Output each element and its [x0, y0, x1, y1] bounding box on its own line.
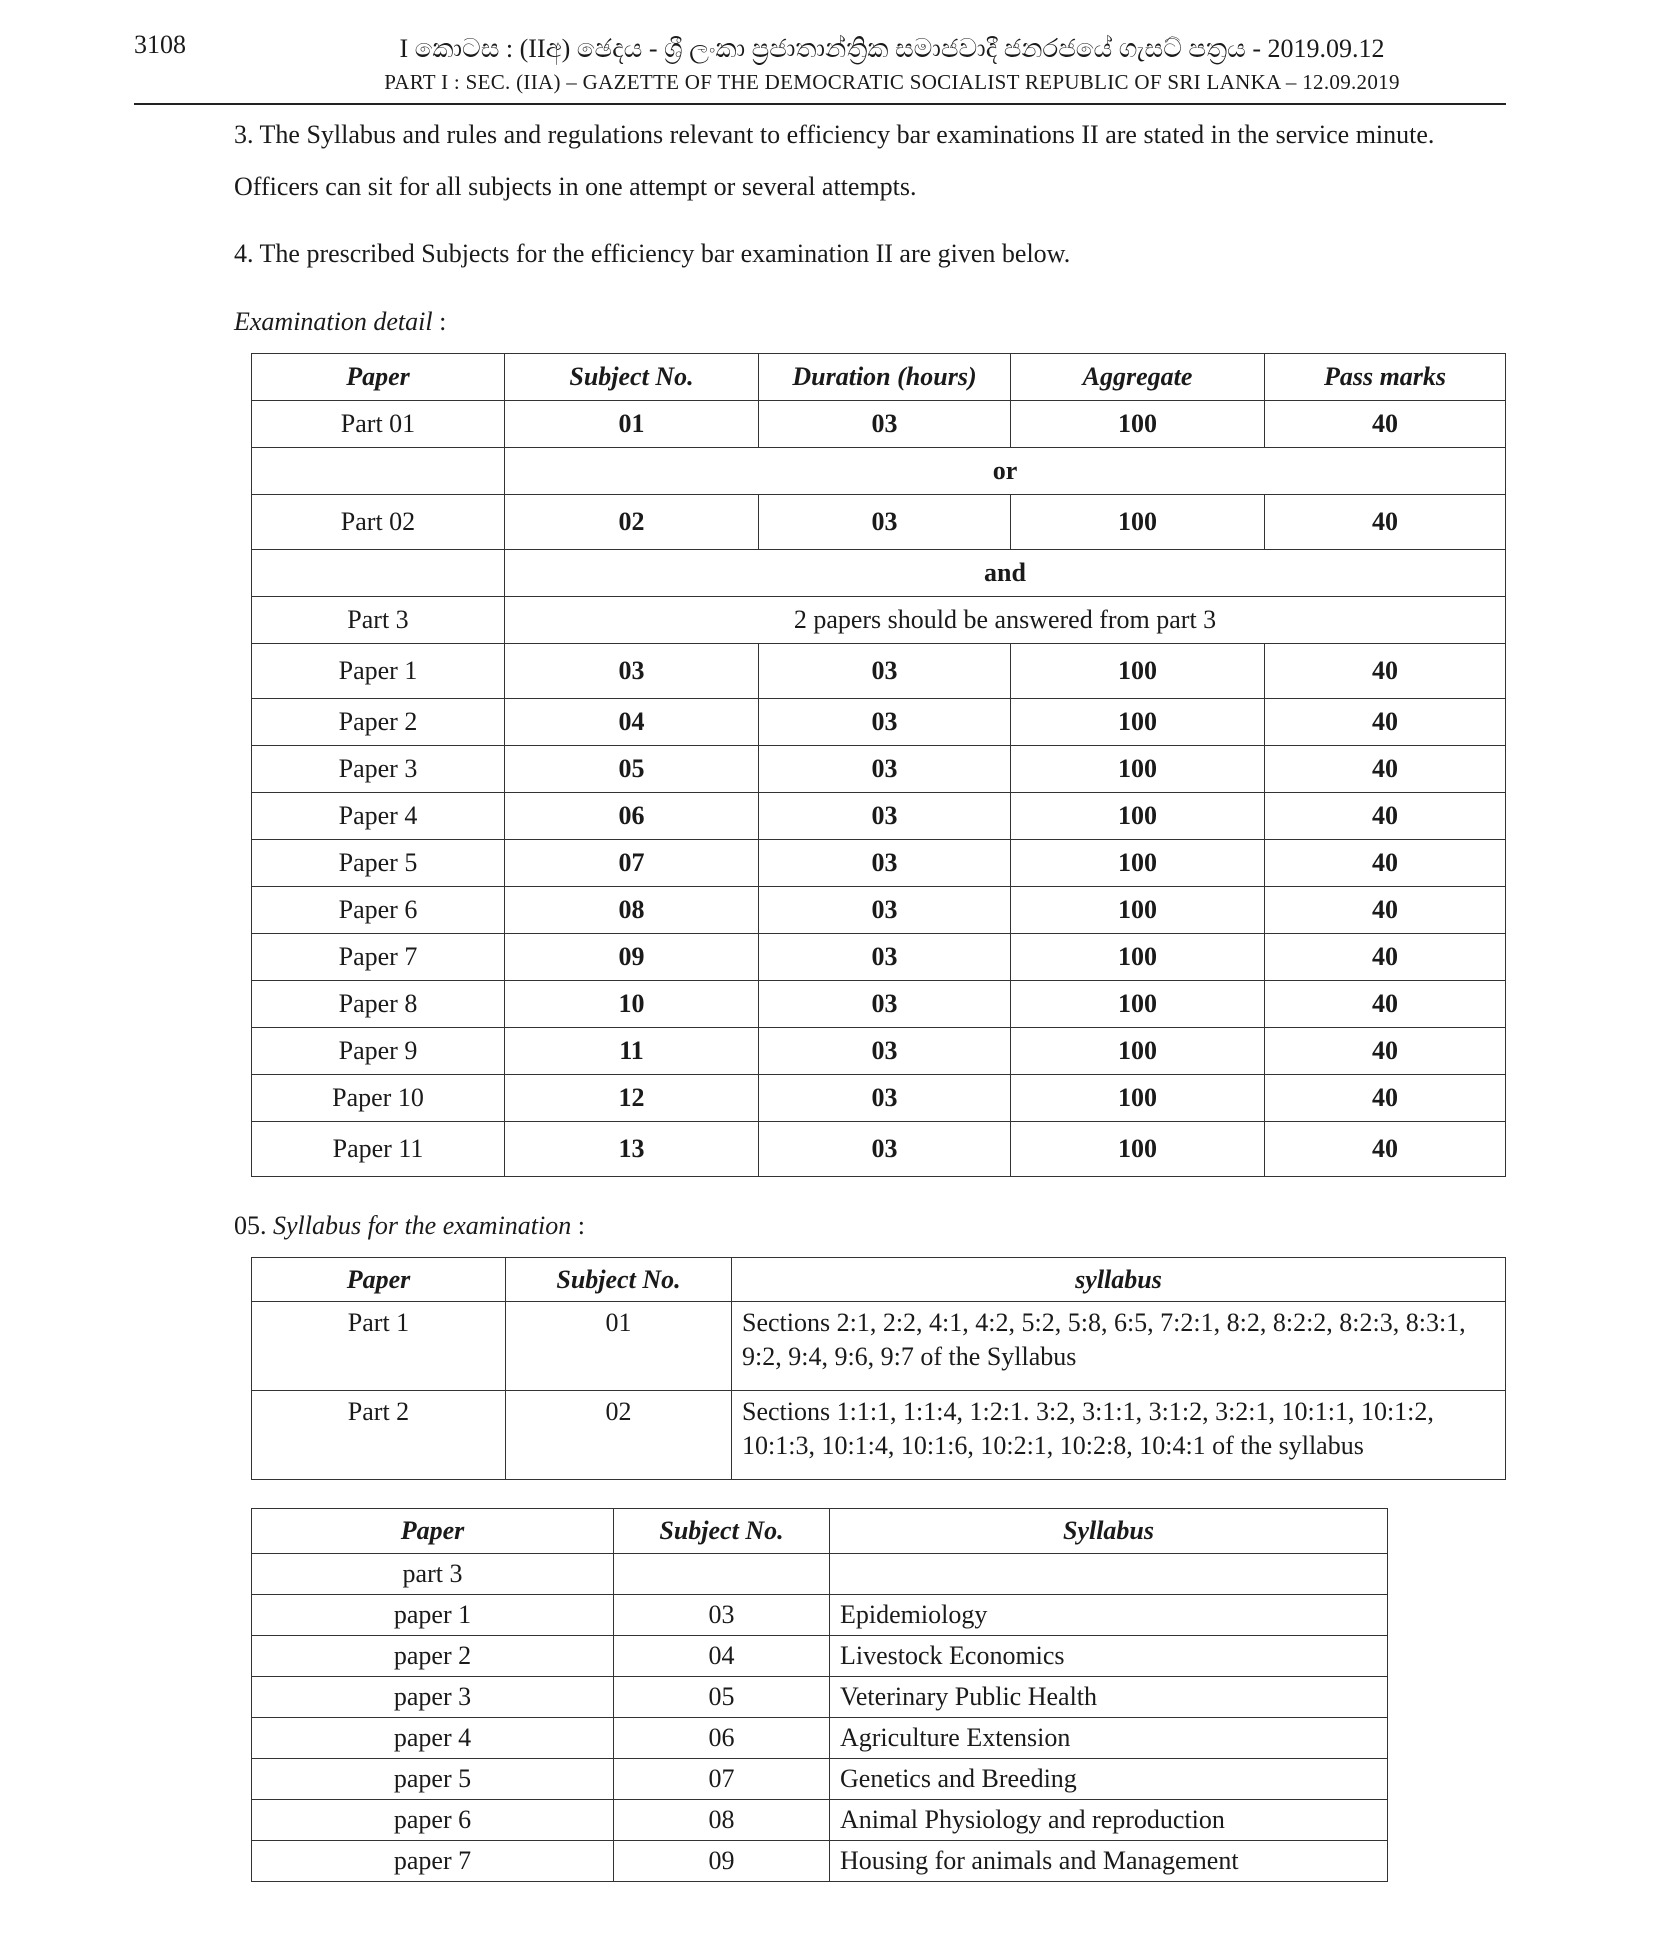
part3-syllabus-table: [251, 1508, 1388, 1882]
table-cell: Housing for animals and Management: [830, 1841, 1388, 1882]
table-cell: [252, 448, 505, 495]
table-cell: paper 2: [252, 1636, 614, 1677]
table-header-row: [252, 1509, 1388, 1554]
table-cell: Paper 8: [252, 981, 505, 1028]
table-cell: 01: [506, 1302, 732, 1391]
table-row: [252, 746, 1506, 793]
table-cell: 12: [505, 1075, 759, 1122]
table-cell: Part 1: [252, 1302, 506, 1391]
table-cell: 03: [759, 981, 1011, 1028]
table-cell: 07: [505, 840, 759, 887]
table-cell: 40: [1265, 887, 1506, 934]
table-row: [252, 1122, 1506, 1177]
table-row: [252, 1677, 1388, 1718]
table-cell: 40: [1265, 840, 1506, 887]
table-row: [252, 495, 1506, 550]
table-cell: 100: [1011, 1028, 1265, 1075]
table-cell: 03: [505, 644, 759, 699]
table-cell: Paper 2: [252, 699, 505, 746]
column-header: Paper: [252, 1258, 506, 1302]
table-cell: 03: [759, 401, 1011, 448]
table-row: [252, 1391, 1506, 1480]
table-cell: 06: [614, 1718, 830, 1759]
table-cell: 02: [505, 495, 759, 550]
table-cell: Part 3: [252, 597, 505, 644]
table-cell: 03: [759, 934, 1011, 981]
table-row-part3: [252, 1554, 1388, 1595]
table-row: [252, 644, 1506, 699]
table-cell: Veterinary Public Health: [830, 1677, 1388, 1718]
table-cell: Paper 9: [252, 1028, 505, 1075]
table-cell: Epidemiology: [830, 1595, 1388, 1636]
table-cell: Sections 2:1, 2:2, 4:1, 4:2, 5:2, 5:8, 6:5, 7:2:1, 8:2, 8:2:2, 8:2:3, 8:3:1, 9:2, 9:4, 9:6, 9:7 of the Syllabus: [732, 1302, 1506, 1391]
table-cell: Part 01: [252, 401, 505, 448]
header-title-sinhala: I කොටස : (IIඅ) ඡෙදය - ශ්‍රී ලංකා ප්‍රජාතාන්ත්‍රික සමාජවාදී ජනරජයේ ගැසට් පත්‍රය - 2019.09.12: [399, 34, 1385, 63]
table-row: [252, 1028, 1506, 1075]
and-cell: and: [505, 550, 1506, 597]
table-cell: 03: [759, 840, 1011, 887]
table-row: [252, 1595, 1388, 1636]
table-cell: Animal Physiology and reproduction: [830, 1800, 1388, 1841]
table-row: [252, 934, 1506, 981]
table-cell: Sections 1:1:1, 1:1:4, 1:2:1. 3:2, 3:1:1, 3:1:2, 3:2:1, 10:1:1, 10:1:2, 10:1:3, 10:1:4, 10:1:6, 10:2:1, 10:2:8, 10:4:1 of the syllabus: [732, 1391, 1506, 1480]
exam-detail-heading: [234, 296, 1514, 348]
table-row: [252, 1718, 1388, 1759]
table-header-row: [252, 1258, 1506, 1302]
table-cell: 11: [505, 1028, 759, 1075]
table-cell: 100: [1011, 699, 1265, 746]
table-cell: 06: [505, 793, 759, 840]
table-row: [252, 793, 1506, 840]
table-cell: paper 7: [252, 1841, 614, 1882]
table-row-and: [252, 550, 1506, 597]
table-cell: Paper 6: [252, 887, 505, 934]
syllabus-sections-table: [251, 1257, 1506, 1480]
column-header: Paper: [252, 1509, 614, 1554]
table-cell: 40: [1265, 644, 1506, 699]
table-cell: 13: [505, 1122, 759, 1177]
paragraph-3-line-1: 3. The Syllabus and rules and regulations relevant to efficiency bar examinations II are stated in the service minute.: [234, 120, 1435, 149]
table-cell: 40: [1265, 1122, 1506, 1177]
table-cell: 08: [614, 1800, 830, 1841]
column-header: Pass marks: [1265, 354, 1506, 401]
table-cell: 03: [759, 495, 1011, 550]
table-cell: Paper 5: [252, 840, 505, 887]
paragraph-5-colon: :: [571, 1211, 585, 1240]
column-header: Aggregate: [1011, 354, 1265, 401]
table-cell: 40: [1265, 1075, 1506, 1122]
table-cell: Genetics and Breeding: [830, 1759, 1388, 1800]
table-row: [252, 840, 1506, 887]
table-cell: 40: [1265, 1028, 1506, 1075]
table-row-or: [252, 448, 1506, 495]
table-cell: 03: [759, 1122, 1011, 1177]
table-row: [252, 1800, 1388, 1841]
exam-detail-label: Examination detail: [234, 307, 433, 336]
part3-note-cell: 2 papers should be answered from part 3: [505, 597, 1506, 644]
table-cell: 03: [759, 1028, 1011, 1075]
table-cell: 40: [1265, 401, 1506, 448]
table-cell: paper 1: [252, 1595, 614, 1636]
column-header: Syllabus: [830, 1509, 1388, 1554]
table-row: [252, 1636, 1388, 1677]
table-row: [252, 401, 1506, 448]
table-cell: 04: [614, 1636, 830, 1677]
table-row: [252, 887, 1506, 934]
table-cell: 40: [1265, 793, 1506, 840]
table-cell: [252, 550, 505, 597]
table-cell: 05: [505, 746, 759, 793]
table-cell: paper 6: [252, 1800, 614, 1841]
header-title-english: PART I : SEC. (IIA) – GAZETTE OF THE DEMOCRATIC SOCIALIST REPUBLIC OF SRI LANKA – 12.09.2019: [384, 70, 1400, 94]
table-cell: 08: [505, 887, 759, 934]
paragraph-5: [234, 1200, 1514, 1252]
table-cell: Paper 4: [252, 793, 505, 840]
table-cell: 40: [1265, 495, 1506, 550]
table-cell: 100: [1011, 644, 1265, 699]
exam-detail-colon: :: [432, 307, 447, 336]
page-number: 3108: [134, 30, 186, 59]
table-cell: 01: [505, 401, 759, 448]
table-cell: 02: [506, 1391, 732, 1480]
table-cell: 03: [614, 1595, 830, 1636]
column-header: Duration (hours): [759, 354, 1011, 401]
table-cell: 100: [1011, 981, 1265, 1028]
table-cell: 07: [614, 1759, 830, 1800]
table-cell: 100: [1011, 401, 1265, 448]
table-cell: Part 02: [252, 495, 505, 550]
table-cell: part 3: [252, 1554, 614, 1595]
table-cell: 03: [759, 699, 1011, 746]
table-row: [252, 1759, 1388, 1800]
header-rule: [134, 103, 1506, 105]
paragraph-4: [234, 228, 1514, 280]
column-header: Subject No.: [505, 354, 759, 401]
table-cell: 40: [1265, 746, 1506, 793]
table-cell: 09: [505, 934, 759, 981]
table-cell: 100: [1011, 495, 1265, 550]
table-cell: 03: [759, 887, 1011, 934]
table-cell: Agriculture Extension: [830, 1718, 1388, 1759]
table-cell: 04: [505, 699, 759, 746]
table-row: [252, 981, 1506, 1028]
table-cell: Paper 1: [252, 644, 505, 699]
column-header: Subject No.: [614, 1509, 830, 1554]
paragraph-4-text: 4. The prescribed Subjects for the efficiency bar examination II are given below.: [234, 239, 1071, 268]
table-cell: 100: [1011, 840, 1265, 887]
table-cell: paper 4: [252, 1718, 614, 1759]
column-header: Paper: [252, 354, 505, 401]
table-cell: 03: [759, 793, 1011, 840]
table-cell: 100: [1011, 1122, 1265, 1177]
table-cell: Part 2: [252, 1391, 506, 1480]
table-cell: 05: [614, 1677, 830, 1718]
table-cell: 100: [1011, 887, 1265, 934]
paragraph-5-number: 05.: [234, 1211, 273, 1240]
table-cell: 03: [759, 1075, 1011, 1122]
table-header-row: [252, 354, 1506, 401]
table-row: [252, 699, 1506, 746]
paragraph-3-line-2: Officers can sit for all subjects in one attempt or several attempts.: [234, 172, 917, 201]
or-cell: or: [505, 448, 1506, 495]
table-cell: 100: [1011, 746, 1265, 793]
paragraph-5-label: Syllabus for the examination: [273, 1211, 572, 1240]
table-cell: [614, 1554, 830, 1595]
table-cell: 40: [1265, 699, 1506, 746]
table-cell: 100: [1011, 1075, 1265, 1122]
exam-detail-table: [251, 353, 1506, 1177]
table-cell: 40: [1265, 934, 1506, 981]
table-cell: 100: [1011, 934, 1265, 981]
table-row: [252, 1075, 1506, 1122]
table-cell: Livestock Economics: [830, 1636, 1388, 1677]
table-cell: 03: [759, 644, 1011, 699]
table-cell: 40: [1265, 981, 1506, 1028]
table-cell: 10: [505, 981, 759, 1028]
table-row: [252, 1841, 1388, 1882]
table-cell: Paper 7: [252, 934, 505, 981]
table-cell: paper 5: [252, 1759, 614, 1800]
table-cell: Paper 11: [252, 1122, 505, 1177]
table-cell: 09: [614, 1841, 830, 1882]
column-header: syllabus: [732, 1258, 1506, 1302]
table-cell: [830, 1554, 1388, 1595]
table-cell: 03: [759, 746, 1011, 793]
table-cell: Paper 10: [252, 1075, 505, 1122]
table-cell: paper 3: [252, 1677, 614, 1718]
table-row: [252, 1302, 1506, 1391]
table-cell: 100: [1011, 793, 1265, 840]
table-row-part3: [252, 597, 1506, 644]
table-cell: Paper 3: [252, 746, 505, 793]
paragraph-3: [234, 109, 1514, 213]
column-header: Subject No.: [506, 1258, 732, 1302]
